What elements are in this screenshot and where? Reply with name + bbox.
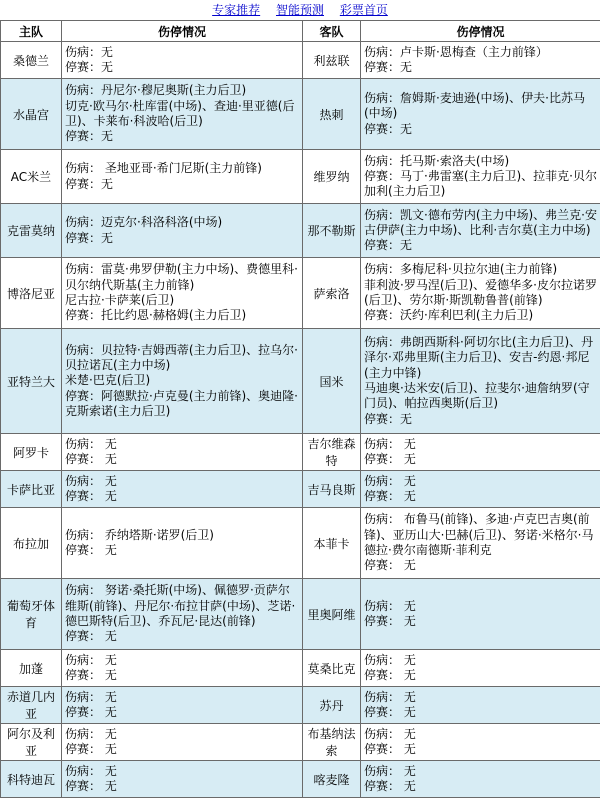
away-injury-cell	[361, 329, 600, 434]
away-team-cell	[303, 650, 361, 687]
suspension-text: 停赛： 无	[65, 668, 299, 683]
suspension-text: 停赛： 无	[364, 452, 597, 467]
home-team-name: 水晶宫	[4, 106, 58, 123]
home-injury-cell	[62, 204, 303, 258]
suspension-text: 停赛：无	[65, 231, 299, 246]
table-body	[1, 42, 600, 798]
suspension-text: 停赛：沃约·库利巴利(主力后卫)	[364, 308, 597, 323]
injury-text: 伤病： 无	[364, 764, 597, 779]
home-team-name: 亚特兰大	[4, 373, 58, 390]
table-row	[1, 761, 600, 798]
home-team-name: 葡萄牙体育	[4, 597, 58, 631]
home-team-cell	[1, 724, 62, 761]
away-team-name: 苏丹	[306, 697, 357, 714]
table-header-row	[1, 21, 600, 42]
injury-text: 伤病：卢卡斯·恩梅查（主力前锋）	[364, 45, 597, 60]
suspension-text: 停赛：无	[364, 60, 597, 75]
nav-link-expert[interactable]: 专家推荐	[212, 3, 260, 17]
suspension-text: 停赛： 无	[65, 629, 299, 644]
away-team-name: 布基纳法索	[306, 725, 357, 759]
home-injury-cell	[62, 42, 303, 79]
table-row	[1, 204, 600, 258]
away-injury-cell	[361, 79, 600, 150]
injury-text: 伤病： 无	[364, 599, 597, 614]
home-injury-cell	[62, 579, 303, 650]
suspension-text: 停赛：马丁·弗雷塞(主力后卫)、拉菲克·贝尔加利(主力后卫)	[364, 169, 597, 200]
home-team-cell	[1, 434, 62, 471]
away-team-name: 喀麦隆	[306, 771, 357, 788]
injury-text: 伤病：多梅尼科·贝拉尔迪(主力前锋) 菲利波·罗马涅(后卫)、爱德华多·皮尔拉诺罗(后卫)、劳尔斯·斯凯勒鲁普(前锋)	[364, 262, 597, 308]
away-injury-cell	[361, 42, 600, 79]
home-team-cell	[1, 329, 62, 434]
home-team-name: AC米兰	[4, 168, 58, 185]
away-team-name: 热刺	[306, 106, 357, 123]
away-injury-cell	[361, 761, 600, 798]
header-home-injury: 伤停情况	[62, 21, 303, 42]
away-injury-cell	[361, 724, 600, 761]
injury-text: 伤病： 无	[364, 474, 597, 489]
injury-text: 伤病：弗朗西斯科·阿切尔比(主力后卫)、丹泽尔·邓弗里斯(主力后卫)、安吉-约恩·邦尼(主力中锋) 马迪奥·达米安(后卫)、拉斐尔·迪詹纳罗(守门员)、帕拉西奥斯(后卫)	[364, 335, 597, 411]
home-injury-cell	[62, 650, 303, 687]
home-injury-cell	[62, 329, 303, 434]
away-injury-cell	[361, 471, 600, 508]
nav-link-prediction[interactable]: 智能预测	[276, 3, 324, 17]
home-team-cell	[1, 687, 62, 724]
injury-text: 伤病：雷莫·弗罗伊勒(主力中场)、费德里科·贝尔纳代斯基(主力前锋) 尼古拉·卡萨莱(后卫)	[65, 262, 299, 308]
injury-table	[0, 20, 600, 798]
away-injury-cell	[361, 579, 600, 650]
injury-text: 伤病：迈克尔·科洛科洛(中场)	[65, 215, 299, 230]
suspension-text: 停赛：无	[65, 129, 299, 144]
table-row	[1, 150, 600, 204]
home-injury-cell	[62, 150, 303, 204]
injury-text: 伤病： 无	[364, 727, 597, 742]
suspension-text: 停赛：无	[65, 177, 299, 192]
injury-text: 伤病： 布鲁马(前锋)、多迪·卢克巴吉奥(前锋)、亚历山大·巴赫(后卫)、努诺·米格尔·马德拉·费尔南德斯·菲利克	[364, 512, 597, 558]
injury-text: 伤病： 乔纳塔斯·诺罗(后卫)	[65, 528, 299, 543]
home-team-name: 阿罗卡	[4, 444, 58, 461]
header-home-team: 主队	[1, 21, 62, 42]
injury-text: 伤病： 无	[65, 474, 299, 489]
header-away-injury: 伤停情况	[361, 21, 600, 42]
home-team-cell	[1, 79, 62, 150]
suspension-text: 停赛：无	[364, 238, 597, 253]
suspension-text: 停赛：托比约恩·赫格姆(主力后卫)	[65, 308, 299, 323]
table-row	[1, 650, 600, 687]
suspension-text: 停赛：阿德默拉·卢克曼(主力前锋)、奥迪隆·克斯索诺(主力后卫)	[65, 389, 299, 420]
table-row	[1, 508, 600, 579]
home-team-name: 阿尔及利亚	[4, 725, 58, 759]
home-team-cell	[1, 508, 62, 579]
home-injury-cell	[62, 258, 303, 329]
home-team-name: 加蓬	[4, 660, 58, 677]
injury-text: 伤病：贝拉特·吉姆西蒂(主力后卫)、拉乌尔·贝拉诺瓦(主力中场) 米楚·巴克(后卫)	[65, 343, 299, 389]
away-team-cell	[303, 579, 361, 650]
home-team-name: 布拉加	[4, 535, 58, 552]
away-team-cell	[303, 329, 361, 434]
away-injury-cell	[361, 508, 600, 579]
away-team-name: 利兹联	[306, 52, 357, 69]
table-row	[1, 434, 600, 471]
suspension-text: 停赛： 无	[65, 543, 299, 558]
away-team-name: 莫桑比克	[306, 660, 357, 677]
away-team-name: 本菲卡	[306, 535, 357, 552]
away-team-cell	[303, 150, 361, 204]
table-row	[1, 687, 600, 724]
home-team-name: 桑德兰	[4, 52, 58, 69]
top-nav	[0, 0, 600, 20]
away-team-cell	[303, 42, 361, 79]
away-team-name: 萨索洛	[306, 285, 357, 302]
table-row	[1, 79, 600, 150]
away-injury-cell	[361, 650, 600, 687]
away-injury-cell	[361, 434, 600, 471]
injury-text: 伤病： 无	[65, 727, 299, 742]
away-team-cell	[303, 258, 361, 329]
injury-text: 伤病：凯文·德布劳内(主力中场)、弗兰克·安古伊萨(主力中场)、比利·吉尔莫(主力中场)	[364, 208, 597, 239]
home-injury-cell	[62, 687, 303, 724]
injury-text: 伤病：丹尼尔·穆尼奥斯(主力后卫) 切克·欧马尔·杜库雷(中场)、查迪·里亚德(后卫)、卡莱布·科波哈(后卫)	[65, 83, 299, 129]
table-row	[1, 258, 600, 329]
home-team-name: 赤道几内亚	[4, 688, 58, 722]
suspension-text: 停赛： 无	[364, 668, 597, 683]
away-injury-cell	[361, 687, 600, 724]
table-row	[1, 42, 600, 79]
suspension-text: 停赛： 无	[364, 614, 597, 629]
home-injury-cell	[62, 434, 303, 471]
suspension-text: 停赛：无	[65, 60, 299, 75]
away-team-name: 吉马良斯	[306, 481, 357, 498]
table-row	[1, 579, 600, 650]
home-team-cell	[1, 258, 62, 329]
away-team-cell	[303, 761, 361, 798]
suspension-text: 停赛： 无	[65, 489, 299, 504]
injury-text: 伤病：托马斯·索洛夫(中场)	[364, 154, 597, 169]
injury-text: 伤病： 无	[364, 690, 597, 705]
suspension-text: 停赛： 无	[364, 705, 597, 720]
away-team-name: 里奥阿维	[306, 606, 357, 623]
table-row	[1, 724, 600, 761]
table-row	[1, 329, 600, 434]
away-team-name: 吉尔维森特	[306, 435, 357, 469]
away-team-cell	[303, 204, 361, 258]
injury-text: 伤病： 圣地亚哥·希门尼斯(主力前锋)	[65, 161, 299, 176]
home-team-cell	[1, 42, 62, 79]
suspension-text: 停赛： 无	[364, 742, 597, 757]
home-team-name: 博洛尼亚	[4, 285, 58, 302]
table-row	[1, 471, 600, 508]
suspension-text: 停赛： 无	[364, 489, 597, 504]
suspension-text: 停赛： 无	[65, 705, 299, 720]
header-away-team: 客队	[303, 21, 361, 42]
suspension-text: 停赛： 无	[65, 779, 299, 794]
home-team-cell	[1, 579, 62, 650]
suspension-text: 停赛：无	[364, 122, 597, 137]
away-team-name: 国米	[306, 373, 357, 390]
home-team-cell	[1, 471, 62, 508]
nav-link-lottery-home[interactable]: 彩票首页	[340, 3, 388, 17]
home-team-name: 克雷莫纳	[4, 222, 58, 239]
home-injury-cell	[62, 724, 303, 761]
injury-text: 伤病：无	[65, 45, 299, 60]
away-team-cell	[303, 79, 361, 150]
away-injury-cell	[361, 150, 600, 204]
away-team-cell	[303, 434, 361, 471]
home-team-cell	[1, 761, 62, 798]
suspension-text: 停赛： 无	[364, 779, 597, 794]
suspension-text: 停赛： 无	[65, 742, 299, 757]
injury-text: 伤病： 无	[65, 437, 299, 452]
injury-text: 伤病： 无	[364, 653, 597, 668]
away-team-name: 那不勒斯	[306, 222, 357, 239]
away-team-cell	[303, 471, 361, 508]
away-team-cell	[303, 724, 361, 761]
home-team-cell	[1, 204, 62, 258]
home-team-name: 科特迪瓦	[4, 771, 58, 788]
away-team-cell	[303, 508, 361, 579]
home-injury-cell	[62, 761, 303, 798]
injury-text: 伤病：詹姆斯·麦迪逊(中场)、伊夫·比苏马(中场)	[364, 91, 597, 122]
suspension-text: 停赛：无	[364, 412, 597, 427]
injury-text: 伤病： 无	[65, 653, 299, 668]
injury-text: 伤病： 无	[65, 690, 299, 705]
away-team-name: 维罗纳	[306, 168, 357, 185]
injury-text: 伤病： 努诺·桑托斯(中场)、佩德罗·贡萨尔维斯(前锋)、丹尼尔·布拉甘萨(中场)、芝诺·德巴斯特(后卫)、乔瓦尼·昆达(前锋)	[65, 583, 299, 629]
injury-text: 伤病： 无	[364, 437, 597, 452]
home-injury-cell	[62, 79, 303, 150]
home-injury-cell	[62, 471, 303, 508]
home-injury-cell	[62, 508, 303, 579]
away-team-cell	[303, 687, 361, 724]
home-team-cell	[1, 150, 62, 204]
away-injury-cell	[361, 204, 600, 258]
suspension-text: 停赛： 无	[65, 452, 299, 467]
suspension-text: 停赛： 无	[364, 558, 597, 573]
away-injury-cell	[361, 258, 600, 329]
home-team-name: 卡萨比亚	[4, 481, 58, 498]
home-team-cell	[1, 650, 62, 687]
injury-text: 伤病： 无	[65, 764, 299, 779]
